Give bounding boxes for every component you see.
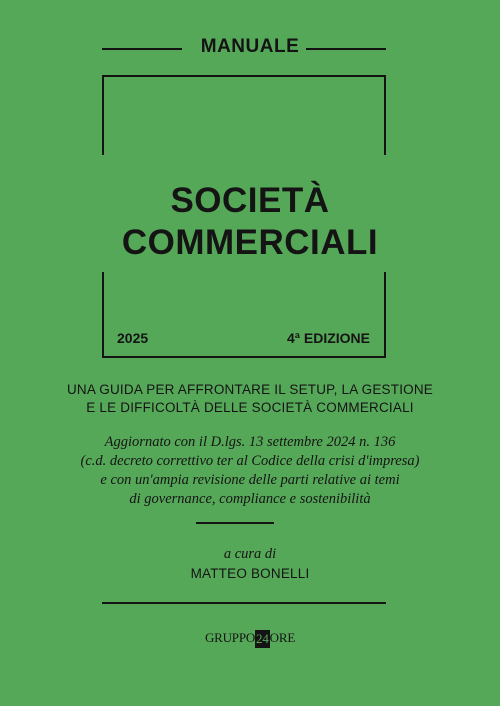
publisher-logo-part1: GRUPPO — [204, 630, 256, 645]
publisher-logo-box: 24 — [256, 631, 269, 646]
frame-top-rule — [102, 75, 386, 77]
publisher-logo — [0, 630, 500, 648]
bottom-rule — [102, 602, 386, 604]
frame-bottom-rule — [102, 356, 386, 358]
description-line-2: (c.d. decreto correttivo ter al Codice della crisi d'impresa) — [80, 453, 420, 469]
subtitle-line-2: E LE DIFFICOLTÀ DELLE SOCIETÀ COMMERCIALI — [86, 400, 414, 415]
frame-right-lower-rule — [384, 272, 386, 358]
description-line-1: Aggiornato con il D.lgs. 13 settembre 2024 n. 136 — [104, 434, 396, 450]
frame-left-upper-rule — [102, 75, 104, 155]
year-label: 2025 — [117, 330, 149, 346]
title-line-1: SOCIETÀ — [170, 181, 330, 220]
subtitle-line-1: UNA GUIDA PER AFFRONTARE IL SETUP, LA GESTIONE — [66, 382, 434, 397]
title-line-2: COMMERCIALI — [121, 223, 379, 262]
top-right-rule — [306, 48, 386, 50]
series-label: MANUALE — [200, 36, 300, 57]
edition-label: 4ª EDIZIONE — [287, 330, 370, 346]
curator-divider — [196, 522, 274, 524]
description-line-3: e con un'ampia revisione delle parti relative ai temi — [100, 472, 400, 488]
curator-label: a cura di — [223, 546, 277, 562]
frame-left-lower-rule — [102, 272, 104, 358]
publisher-logo-part2: ORE — [269, 630, 296, 645]
frame-right-upper-rule — [384, 75, 386, 155]
description-line-4: di governance, compliance e sostenibilità — [129, 491, 371, 507]
curator-name: MATTEO BONELLI — [190, 566, 310, 581]
